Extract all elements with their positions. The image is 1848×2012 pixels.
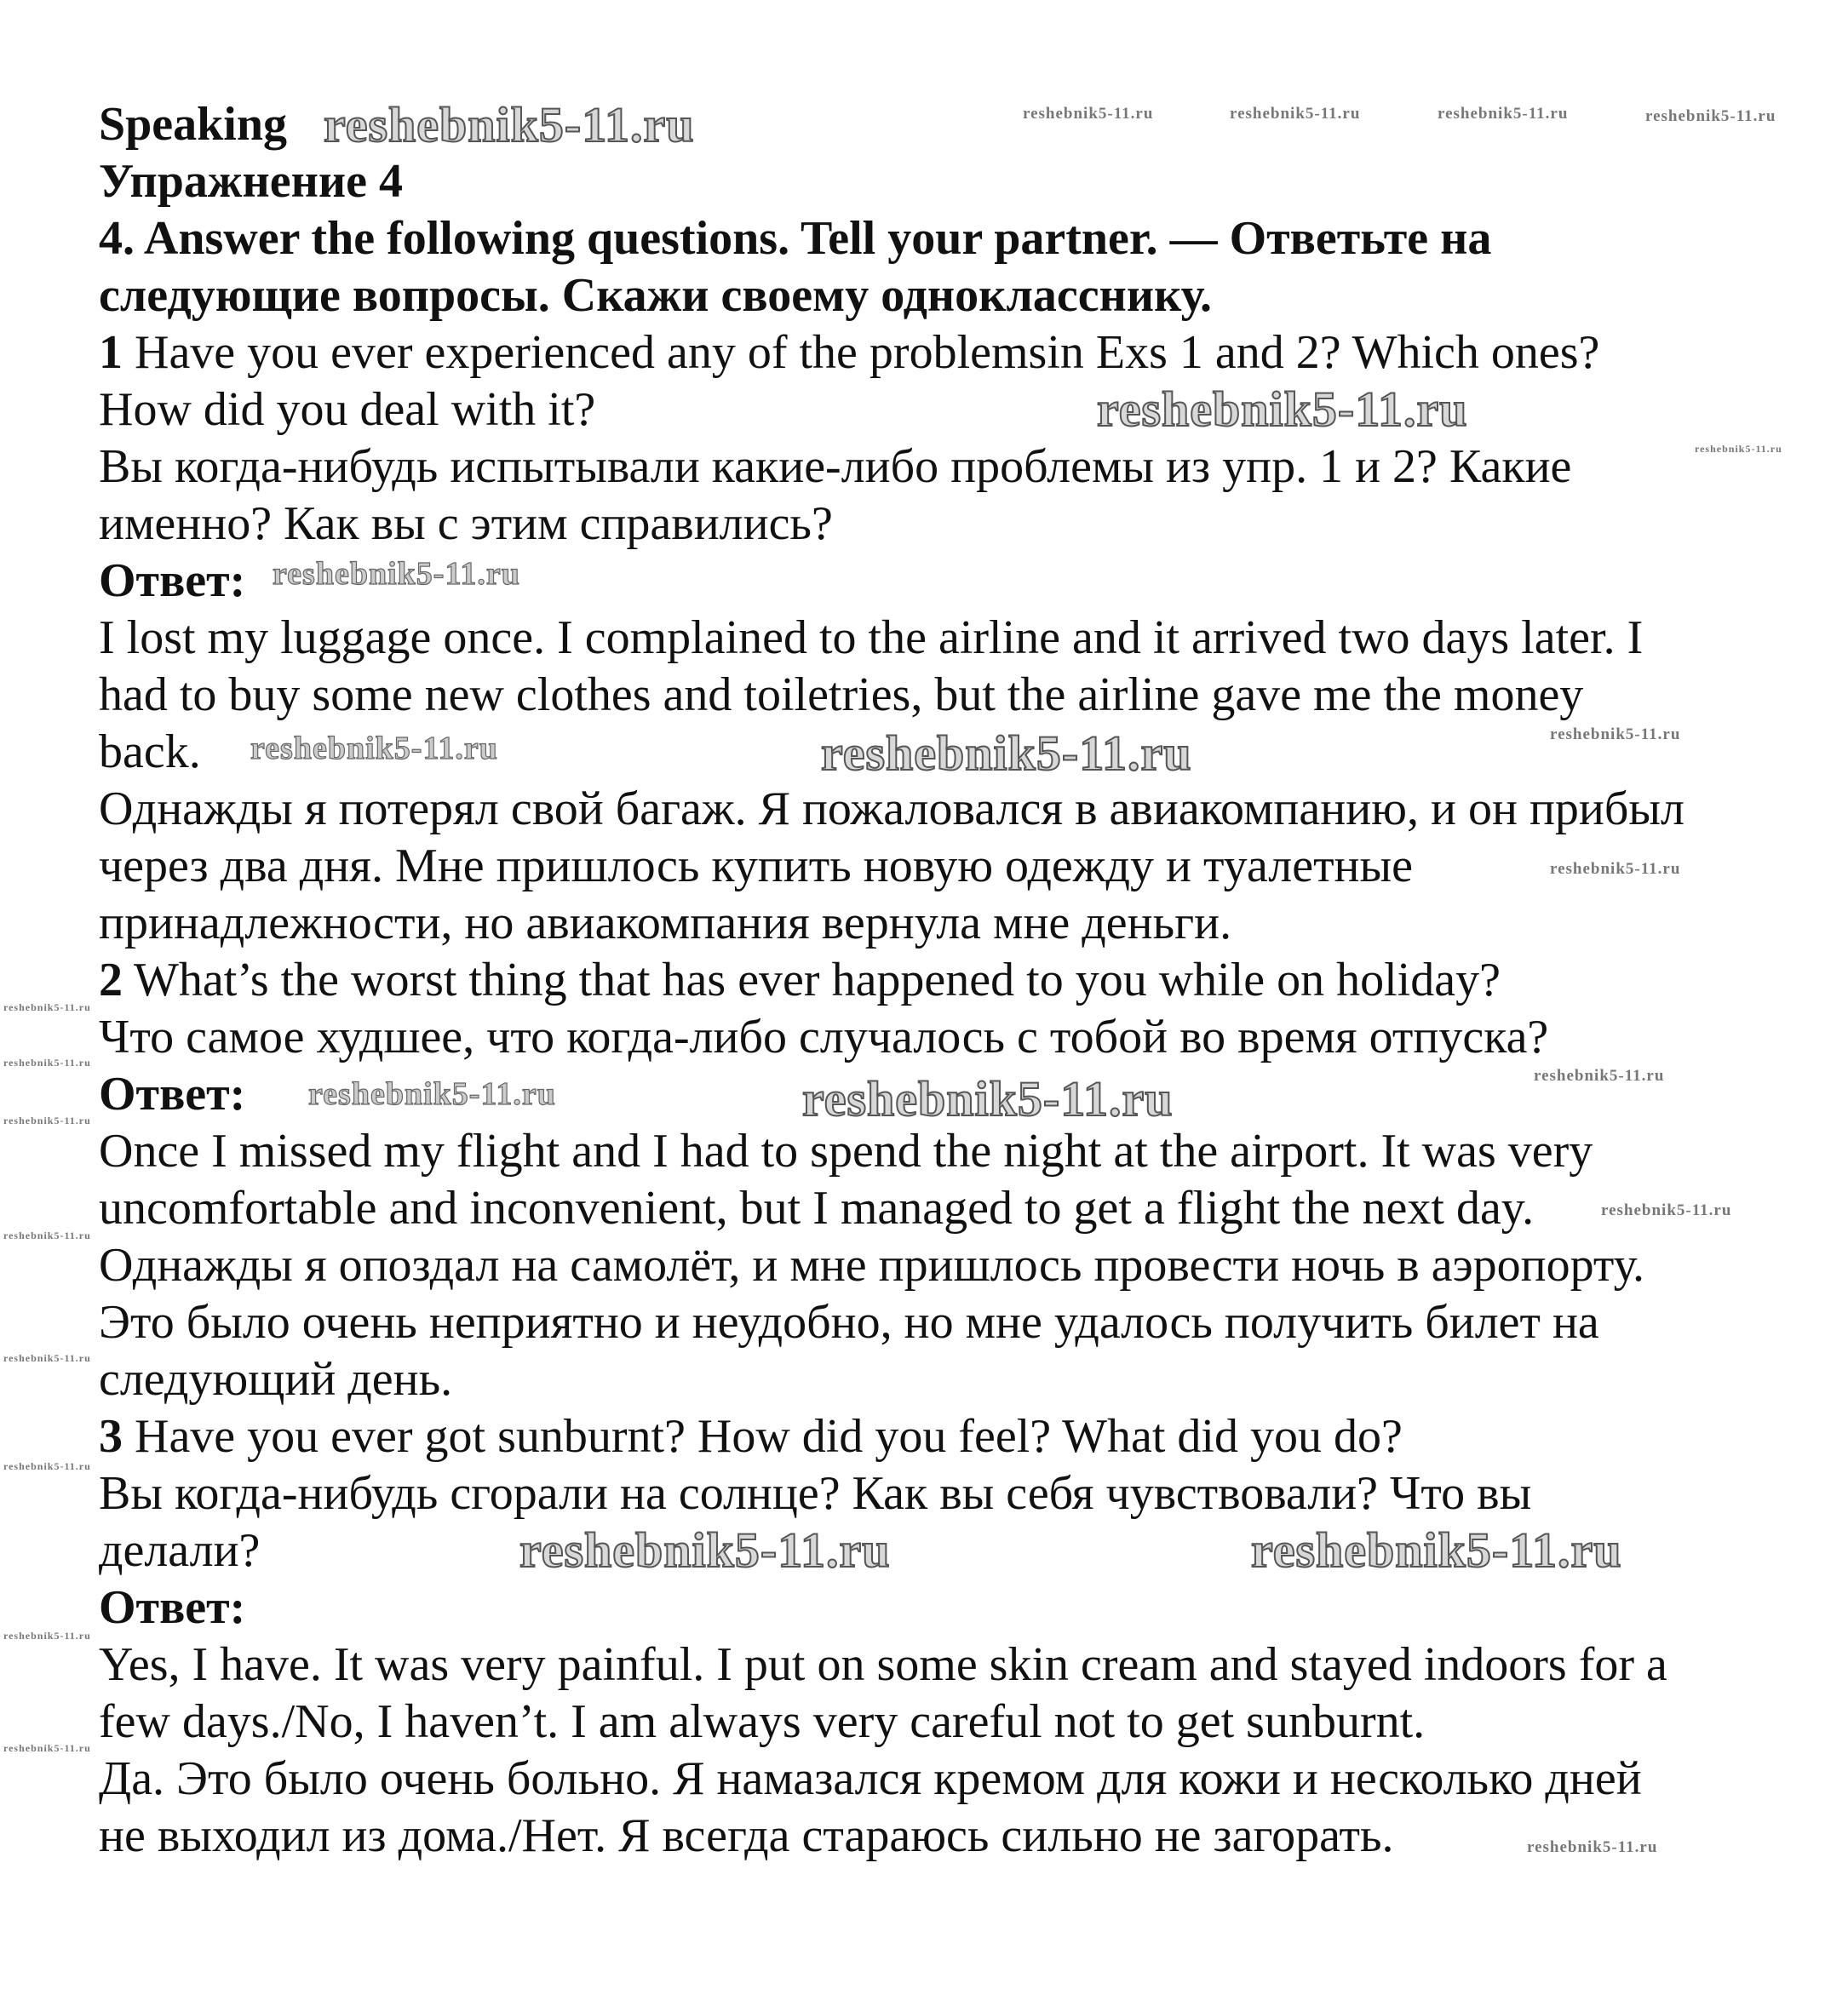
watermark: reshebnik5-11.ru bbox=[519, 1522, 891, 1578]
line-text: uncomfortable and inconvenient, but I managed to get a flight the next day. bbox=[99, 1182, 1535, 1235]
line-text: Однажды я потерял свой багаж. Я пожаловался в авиакомпанию, и он прибыл bbox=[99, 782, 1684, 835]
line-text: few days./No, I haven’t. I am always very careful not to get sunburnt. bbox=[99, 1695, 1426, 1748]
text-line bbox=[99, 1009, 1548, 1066]
text-line bbox=[99, 439, 1571, 496]
line-text: Ответ: bbox=[99, 1581, 246, 1634]
line-text: Однажды я опоздал на самолёт, и мне пришлось провести ночь в аэропорту. bbox=[99, 1239, 1644, 1292]
line-text: How did you deal with it? bbox=[99, 383, 596, 436]
question-number: 2 bbox=[99, 954, 123, 1006]
watermark: reshebnik5-11.ru bbox=[308, 1076, 556, 1112]
line-text: Упражнение 4 bbox=[99, 155, 404, 208]
text-line bbox=[99, 1522, 260, 1579]
text-line bbox=[99, 781, 1684, 838]
line-text: Once I missed my flight and I had to spend the night at the airport. It was very bbox=[99, 1125, 1593, 1178]
text-line bbox=[99, 1294, 1599, 1351]
text-line bbox=[99, 381, 595, 439]
text-line bbox=[99, 1351, 452, 1408]
watermark: reshebnik5-11.ru bbox=[1550, 725, 1681, 743]
watermark: reshebnik5-11.ru bbox=[1527, 1838, 1658, 1856]
watermark: reshebnik5-11.ru bbox=[1438, 105, 1569, 123]
watermark: reshebnik5-11.ru bbox=[3, 1630, 91, 1642]
watermark: reshebnik5-11.ru bbox=[3, 1230, 91, 1241]
heading-line bbox=[99, 1066, 245, 1123]
heading-line bbox=[99, 96, 287, 153]
watermark: reshebnik5-11.ru bbox=[3, 1115, 91, 1126]
heading-line bbox=[99, 267, 1212, 324]
heading-line bbox=[99, 210, 1491, 267]
text-line bbox=[99, 1123, 1593, 1180]
line-text: Что самое худшее, что когда-либо случалось с тобой во время отпуска? bbox=[99, 1011, 1549, 1063]
watermark: reshebnik5-11.ru bbox=[1534, 1067, 1665, 1085]
line-text: Have you ever got sunburnt? How did you feel? What did you do? bbox=[123, 1410, 1403, 1463]
watermark: reshebnik5-11.ru bbox=[250, 731, 498, 766]
watermark: reshebnik5-11.ru bbox=[273, 556, 520, 592]
heading-line bbox=[99, 153, 403, 210]
line-text: back. bbox=[99, 725, 201, 778]
watermark: reshebnik5-11.ru bbox=[1230, 105, 1361, 123]
line-text: Да. Это было очень больно. Я намазался кремом для кожи и несколько дней bbox=[99, 1752, 1642, 1805]
line-text: Yes, I have. It was very painful. I put on some skin cream and stayed indoors for a bbox=[99, 1638, 1667, 1691]
watermark: reshebnik5-11.ru bbox=[324, 97, 695, 152]
watermark: reshebnik5-11.ru bbox=[1695, 443, 1782, 455]
watermark: reshebnik5-11.ru bbox=[1251, 1522, 1622, 1578]
watermark: reshebnik5-11.ru bbox=[3, 1057, 91, 1069]
text-line bbox=[99, 1694, 1425, 1751]
text-line bbox=[99, 952, 1501, 1009]
text-line bbox=[99, 1637, 1667, 1694]
line-text: принадлежности, но авиакомпания вернула мне деньги. bbox=[99, 897, 1232, 949]
text-line bbox=[99, 1180, 1534, 1237]
text-line bbox=[99, 1808, 1394, 1865]
watermark: reshebnik5-11.ru bbox=[1601, 1201, 1732, 1219]
line-text: через два дня. Мне пришлось купить новую одежду и туалетные bbox=[99, 840, 1414, 892]
line-text: I lost my luggage once. I complained to the airline and it arrived two days later. I bbox=[99, 611, 1644, 664]
watermark: reshebnik5-11.ru bbox=[1023, 105, 1154, 123]
text-line bbox=[99, 1408, 1403, 1465]
line-text: Вы когда-нибудь испытывали какие-либо проблемы из упр. 1 и 2? Какие bbox=[99, 440, 1572, 493]
line-text: именно? Как вы с этим справились? bbox=[99, 497, 833, 550]
line-text: не выходил из дома./Нет. Я всегда стараюсь сильно не загорать. bbox=[99, 1809, 1394, 1862]
watermark: reshebnik5-11.ru bbox=[802, 1071, 1174, 1126]
text-line bbox=[99, 724, 201, 781]
watermark: reshebnik5-11.ru bbox=[3, 1742, 91, 1754]
line-text: Ответ: bbox=[99, 1068, 246, 1121]
text-line bbox=[99, 1237, 1644, 1294]
watermark: reshebnik5-11.ru bbox=[1645, 107, 1776, 125]
line-text: делали? bbox=[99, 1524, 261, 1577]
watermark: reshebnik5-11.ru bbox=[1550, 860, 1681, 878]
text-line bbox=[99, 324, 1599, 381]
line-text: What’s the worst thing that has ever happened to you while on holiday? bbox=[123, 954, 1501, 1006]
watermark: reshebnik5-11.ru bbox=[821, 725, 1192, 781]
line-text: Have you ever experienced any of the problemsin Exs 1 and 2? Which ones? bbox=[123, 326, 1600, 379]
text-line bbox=[99, 610, 1643, 667]
line-text: следующие вопросы. Скажи своему однокласснику. bbox=[99, 269, 1212, 322]
line-text: Это было очень неприятно и неудобно, но мне удалось получить билет на bbox=[99, 1296, 1599, 1349]
question-number: 3 bbox=[99, 1410, 123, 1463]
watermark: reshebnik5-11.ru bbox=[1097, 381, 1468, 437]
text-line bbox=[99, 895, 1231, 952]
watermark: reshebnik5-11.ru bbox=[3, 1001, 91, 1013]
line-text: 4. Answer the following questions. Tell your partner. — Ответьте на bbox=[99, 212, 1492, 265]
text-line bbox=[99, 838, 1413, 895]
line-text: следующий день. bbox=[99, 1353, 453, 1406]
line-text: had to buy some new clothes and toiletries, but the airline gave me the money bbox=[99, 668, 1584, 721]
text-line bbox=[99, 1751, 1642, 1808]
line-text: Ответ: bbox=[99, 554, 246, 607]
line-text: Вы когда-нибудь сгорали на солнце? Как вы себя чувствовали? Что вы bbox=[99, 1467, 1532, 1520]
text-line bbox=[99, 496, 833, 553]
line-text: Speaking bbox=[99, 98, 287, 151]
text-line bbox=[99, 667, 1583, 724]
text-line bbox=[99, 1465, 1531, 1522]
watermark: reshebnik5-11.ru bbox=[3, 1460, 91, 1472]
heading-line bbox=[99, 1579, 245, 1637]
heading-line bbox=[99, 553, 245, 610]
watermark: reshebnik5-11.ru bbox=[3, 1352, 91, 1364]
question-number: 1 bbox=[99, 326, 123, 379]
